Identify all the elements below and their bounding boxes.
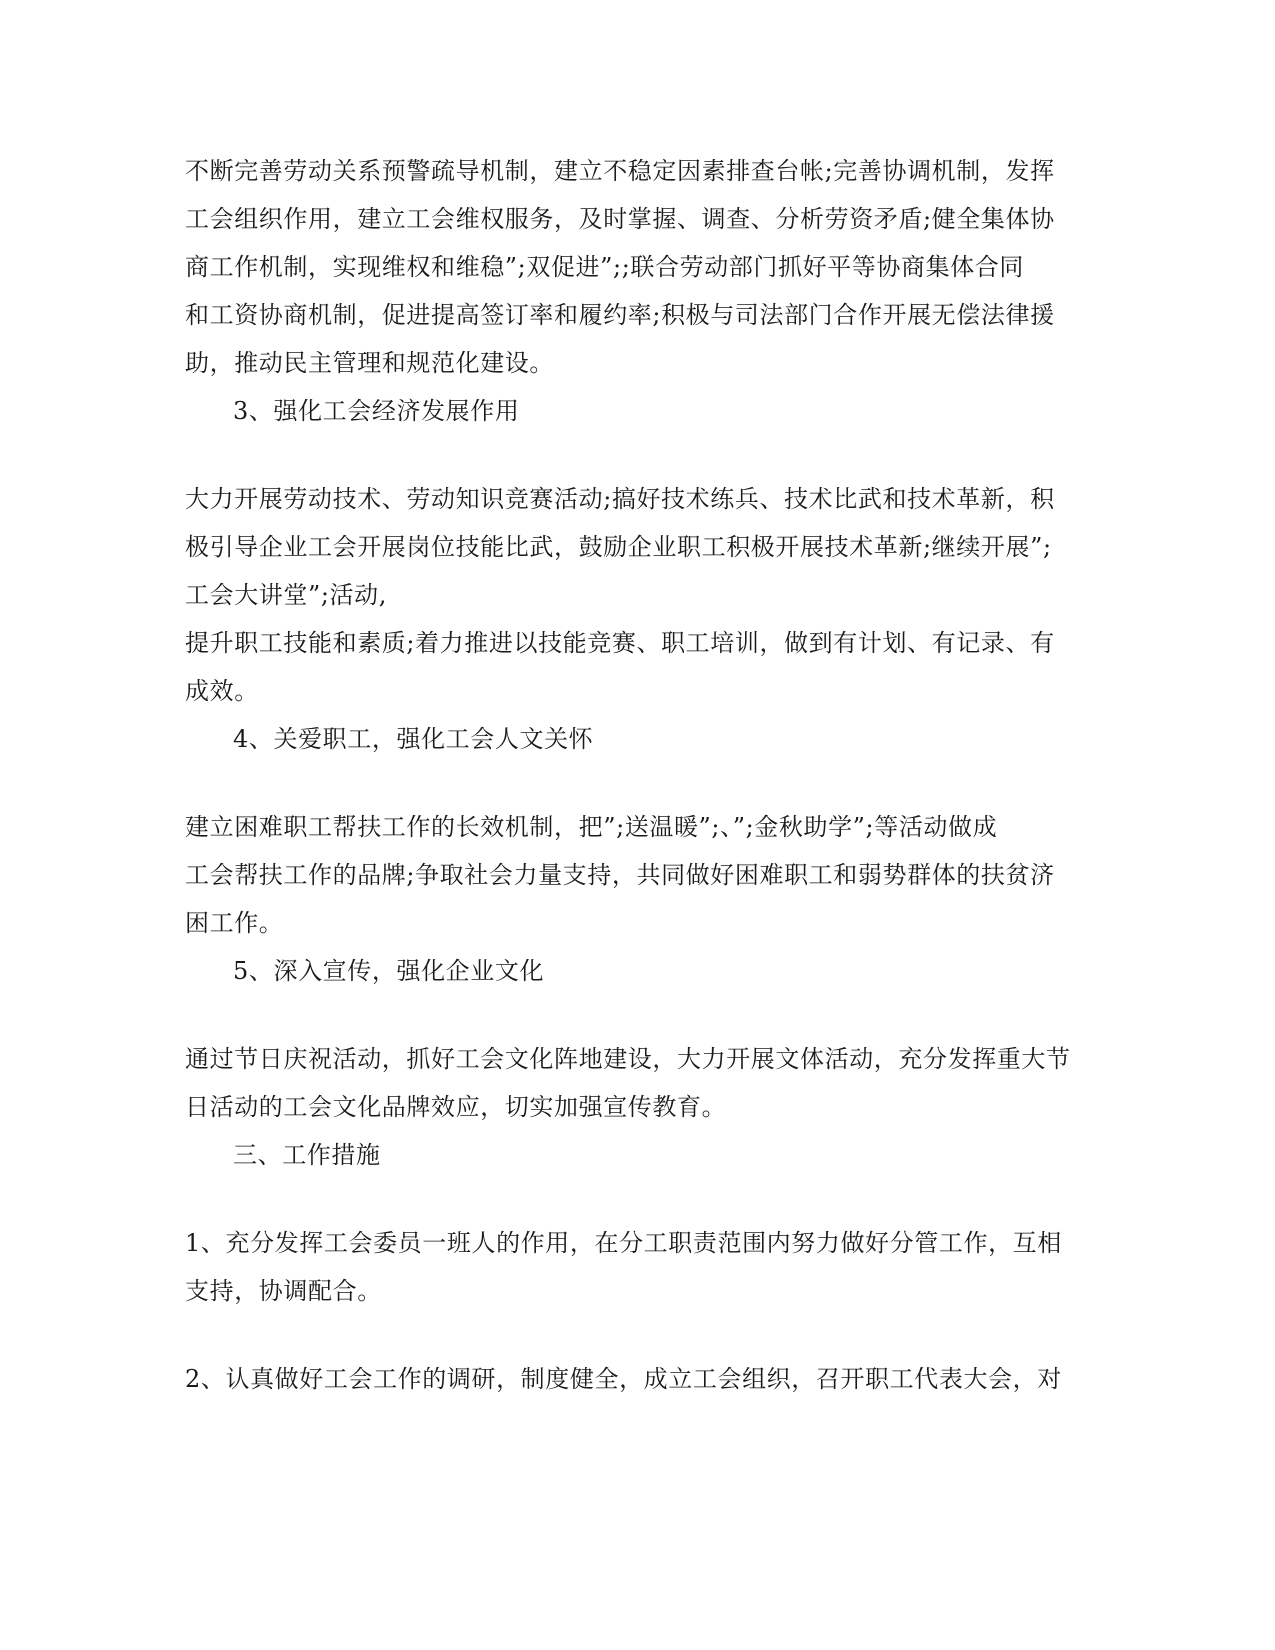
heading-3: 3、强化工会经济发展作用 [233, 397, 520, 425]
paragraph-1-line-4: 和工资协商机制，促进提高签订率和履约率;积极与司法部门合作开展无偿法律援 [185, 301, 1055, 329]
paragraph-6-line-1: 2、认真做好工会工作的调研，制度健全，成立工会组织，召开职工代表大会，对 [185, 1365, 1062, 1393]
paragraph-5-line-2: 支持，协调配合。 [185, 1277, 382, 1305]
paragraph-2-line-4: 提升职工技能和素质;着力推进以技能竞赛、职工培训，做到有计划、有记录、有 [185, 629, 1055, 657]
heading-5: 5、深入宣传，强化企业文化 [233, 957, 545, 985]
paragraph-2-line-3: 工会大讲堂”;活动, [185, 581, 387, 609]
paragraph-1-line-3: 商工作机制，实现维权和维稳”;双促进”;;联合劳动部门抓好平等协商集体合同 [185, 253, 1024, 281]
heading-section-3: 三、工作措施 [233, 1141, 381, 1169]
paragraph-4-line-1: 通过节日庆祝活动，抓好工会文化阵地建设，大力开展文体活动，充分发挥重大节 [185, 1045, 1071, 1073]
paragraph-1-line-1: 不断完善劳动关系预警疏导机制，建立不稳定因素排查台帐;完善协调机制，发挥 [185, 157, 1055, 185]
paragraph-5-line-1: 1、充分发挥工会委员一班人的作用，在分工职责范围内努力做好分管工作，互相 [185, 1229, 1062, 1257]
paragraph-1-line-5: 助，推动民主管理和规范化建设。 [185, 349, 554, 377]
heading-4: 4、关爱职工，强化工会人文关怀 [233, 725, 594, 753]
paragraph-1-line-2: 工会组织作用，建立工会维权服务，及时掌握、调查、分析劳资矛盾;健全集体协 [185, 205, 1055, 233]
paragraph-2-line-5: 成效。 [185, 677, 259, 705]
paragraph-3-line-3: 困工作。 [185, 909, 284, 937]
paragraph-2-line-1: 大力开展劳动技术、劳动知识竞赛活动;搞好技术练兵、技术比武和技术革新，积 [185, 485, 1055, 513]
paragraph-2-line-2: 极引导企业工会开展岗位技能比武，鼓励企业职工积极开展技术革新;继续开展”; [185, 533, 1052, 561]
paragraph-4-line-2: 日活动的工会文化品牌效应，切实加强宣传教育。 [185, 1093, 727, 1121]
paragraph-3-line-2: 工会帮扶工作的品牌;争取社会力量支持，共同做好困难职工和弱势群体的扶贫济 [185, 861, 1055, 889]
paragraph-3-line-1: 建立困难职工帮扶工作的长效机制，把”;送温暖”;、”;金秋助学”;等活动做成 [185, 813, 998, 841]
